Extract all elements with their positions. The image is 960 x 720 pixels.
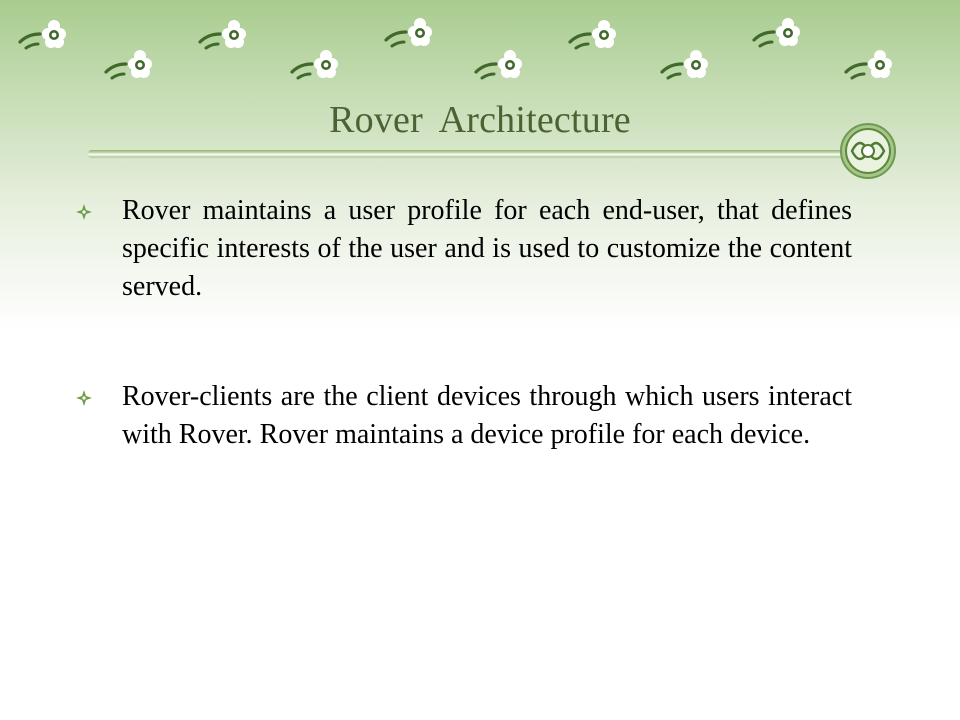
four-petal-diamond-icon xyxy=(76,390,92,406)
bullet-text: Rover-clients are the client devices through which users interact with Rover. Rover maintains a device profile for each device. xyxy=(122,381,852,450)
four-petal-diamond-icon xyxy=(76,204,92,220)
slide-title: Rover Architecture xyxy=(329,99,631,141)
bullet-text: Rover maintains a user profile for each end-user, that defines specific interests of the user and is used to customize the content served. xyxy=(122,195,852,302)
